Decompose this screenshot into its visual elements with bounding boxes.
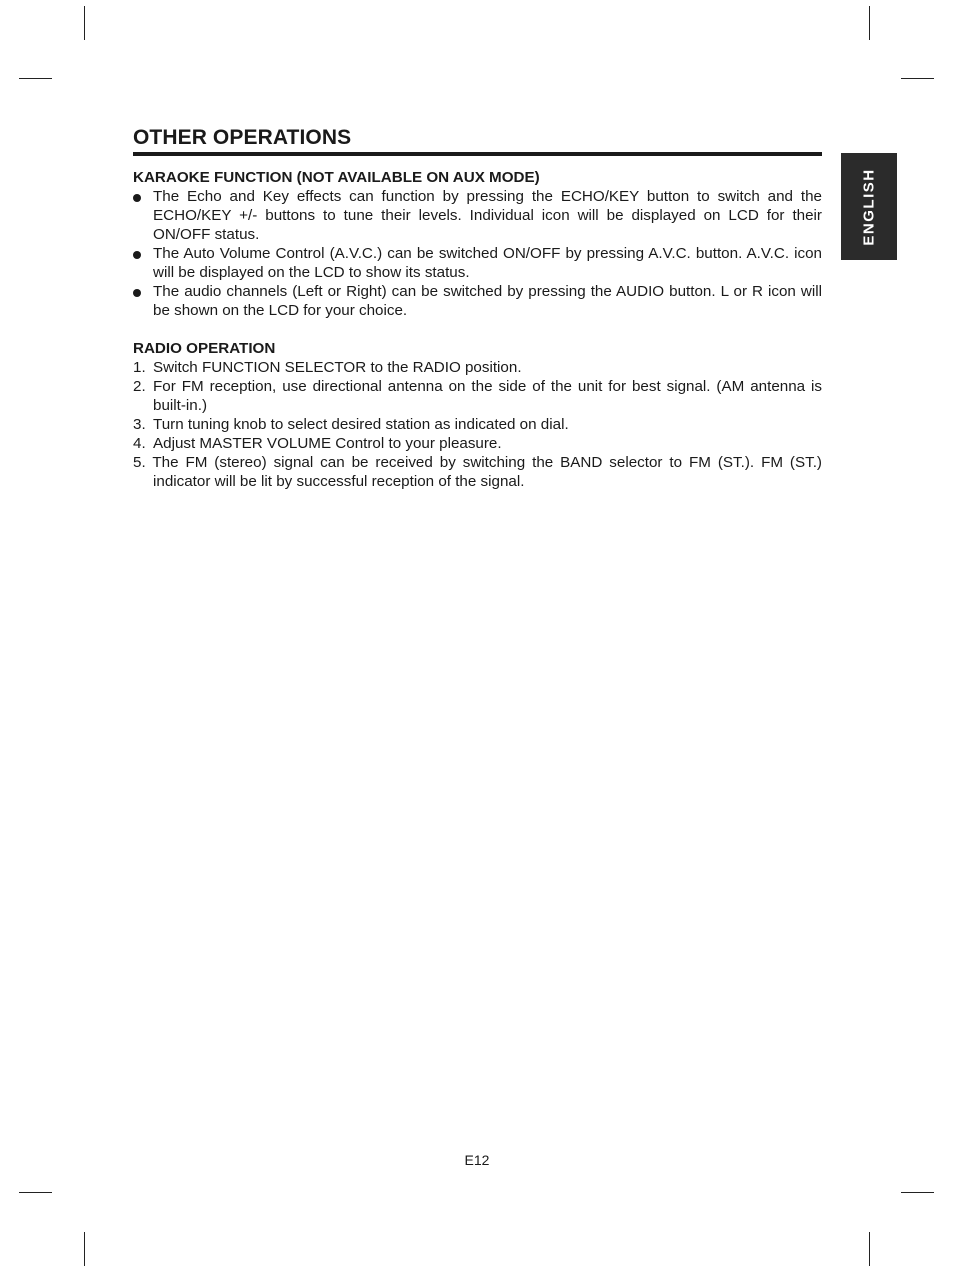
list-item <box>133 358 822 377</box>
step-text: The FM (stereo) signal can be received by switching the BAND selector to FM (ST.). FM (ST.) indicator will be lit by successful reception of the signal. <box>152 454 822 490</box>
language-tab <box>841 153 897 260</box>
crop-mark-top-right-horizontal <box>901 78 934 79</box>
step-text: Adjust MASTER VOLUME Control to your pleasure. <box>153 435 502 452</box>
crop-mark-bottom-right-horizontal <box>901 1192 934 1193</box>
crop-mark-bottom-left-horizontal <box>19 1192 52 1193</box>
language-tab-label: ENGLISH <box>860 167 878 246</box>
list-item <box>133 453 822 491</box>
step-text: Switch FUNCTION SELECTOR to the RADIO position. <box>153 359 522 376</box>
list-item <box>133 434 822 453</box>
karaoke-bullet-list <box>133 187 822 320</box>
list-item <box>133 377 822 415</box>
crop-mark-top-right-vertical <box>869 6 870 40</box>
step-text: For FM reception, use directional antenna on the side of the unit for best signal. (AM antenna is built-in.) <box>153 378 822 414</box>
bullet-text: The Echo and Key effects can function by pressing the ECHO/KEY button to switch and the ECHO/KEY +/- buttons to tune their levels. Individual icon will be displayed on LCD for their ON/OFF status. <box>153 188 822 243</box>
list-item <box>133 415 822 434</box>
crop-mark-top-left-vertical <box>84 6 85 40</box>
list-item <box>133 187 822 244</box>
bullet-icon <box>133 194 141 202</box>
bullet-text: The Auto Volume Control (A.V.C.) can be switched ON/OFF by pressing A.V.C. button. A.V.C. icon will be displayed on the LCD to show its status. <box>153 245 822 281</box>
bullet-icon <box>133 289 141 297</box>
page-title: OTHER OPERATIONS <box>133 126 352 149</box>
step-number: 3. <box>133 416 146 433</box>
bullet-icon <box>133 251 141 259</box>
title-rule <box>133 152 822 156</box>
list-item <box>133 244 822 282</box>
crop-mark-bottom-left-vertical <box>84 1232 85 1266</box>
page-content <box>133 168 822 491</box>
step-number: 4. <box>133 435 146 452</box>
karaoke-heading: KARAOKE FUNCTION (NOT AVAILABLE ON AUX MODE) <box>133 169 540 186</box>
crop-mark-top-left-horizontal <box>19 78 52 79</box>
step-number: 5. <box>133 454 146 471</box>
crop-mark-bottom-right-vertical <box>869 1232 870 1266</box>
step-number: 1. <box>133 359 146 376</box>
radio-heading: RADIO OPERATION <box>133 340 276 357</box>
page-number: E12 <box>464 1152 490 1168</box>
step-number: 2. <box>133 378 146 395</box>
radio-steps-list <box>133 358 822 491</box>
bullet-text: The audio channels (Left or Right) can be switched by pressing the AUDIO button. L or R icon will be shown on the LCD for your choice. <box>153 283 822 319</box>
list-item <box>133 282 822 320</box>
step-text: Turn tuning knob to select desired station as indicated on dial. <box>153 416 569 433</box>
